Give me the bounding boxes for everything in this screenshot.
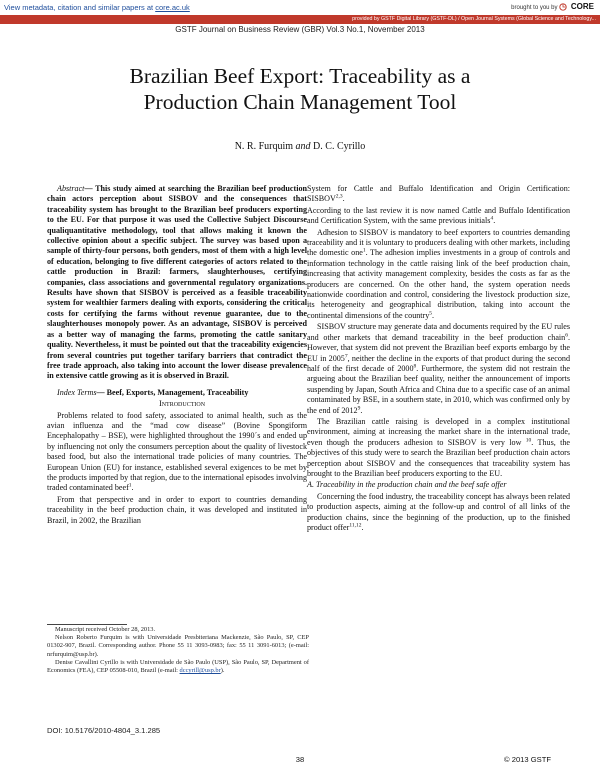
r5-text-b: . Thus, the objectives of this study were to search the Brazilian beef production chain actors perception about SISBOV and the consequences that traceability system has brought to the Brazilian beef producers exporting to the EU. (307, 437, 570, 478)
brought-by-text: brought to you by (511, 5, 558, 11)
right-paragraph-1 (307, 184, 570, 205)
doi: DOI: 10.5176/2010-4804_3.1.285 (47, 726, 161, 735)
subsection-heading: A. Traceability in the production chain and the beef safe offer (307, 480, 507, 490)
author-1: N. R. Furquim (234, 141, 296, 152)
citation-sup: 5 (429, 310, 433, 317)
right-paragraph-5 (307, 417, 570, 479)
authors (0, 141, 600, 152)
left-column (47, 184, 307, 527)
footnote-divider (47, 624, 127, 625)
intro-p1-end: . (131, 483, 134, 493)
citation-sup: 11,12 (349, 522, 362, 529)
citation-sup: 4 (490, 215, 494, 222)
right-paragraph-3 (307, 228, 570, 322)
r6-text: Concerning the food industry, the traceability concept has always been related to production aspects, aiming at the follow-up and control of all links of the production chains, since the beginning of the production, up to the finished product offer (307, 491, 570, 532)
footnotes (47, 626, 309, 675)
index-terms-label: Index Terms (57, 387, 97, 397)
author-and: and (295, 141, 311, 152)
citation-sup: 9 (357, 404, 361, 411)
index-terms (47, 388, 307, 398)
intro-paragraph-1 (47, 411, 307, 494)
email-link[interactable]: dccyrill@usp.br (179, 667, 221, 675)
r2-text: According to the last review it is now named Cattle and Buffalo Identification and Certification System, with the same previous initials (307, 205, 570, 226)
introduction-heading: Introduction (158, 399, 206, 409)
citation-sup: 1 (128, 482, 132, 489)
core-branding[interactable] (511, 2, 594, 11)
citation-sup: 8 (413, 363, 417, 370)
right-paragraph-4 (307, 322, 570, 416)
citation-sup: 10 (525, 437, 532, 444)
abstract-label: Abstract (57, 184, 85, 193)
r4-end: . (360, 405, 363, 415)
r1-text: System for Cattle and Buffalo Identification and Origin Certification: SISBOV (307, 184, 570, 204)
footnote-author-1: Nelson Roberto Furquim is with Universidade Presbiteriana Mackenzie, São Paulo, SP, CEP 01302-907, Brazil. Corresponding author. Phone 55 11 3093-0983; fax: 55 11 3091-6013; (e-mail: nrfurquim@usp.br). (47, 634, 309, 658)
provided-by-text: provided by GSTF Digital Library (GSTF-DL) / Open Journal Systems (Global Science and Technology... (352, 16, 596, 22)
intro-p1-text: Problems related to food safety, associated to animal health, such as the avian influenza and the “mad cow disease” (Bovine Spongiform Encephalopathy – BSE), were highlighted throughout the 1990´s and ended up by influencing not only the consumers perception about the quality of livestock based food, but also the international trade policies of many countries. The European Union (EU) for instance, established several exigences to be met by the products imported by that region, due to the international episodes involving traded contaminated beef (47, 410, 307, 493)
footnote-author-2-end: ). (220, 667, 225, 675)
core-header-bar (0, 0, 600, 14)
paper-title (60, 63, 540, 115)
r1-end: . (342, 194, 345, 204)
intro-paragraph-2: From that perspective and in order to export to countries demanding traceability in the beef production chain, it was developed and instituted in Brazil, in 2002, the Brazilian (47, 494, 307, 525)
r4-text-c: , neither the decline in the exports of that product during the second half of the first decade of 2000 (307, 353, 570, 373)
provided-by-bar[interactable] (0, 15, 600, 24)
core-logo-icon (559, 5, 569, 11)
title-line-2: Production Chain Management Tool (143, 90, 457, 114)
r3-text: Adhesion to SISBOV is mandatory to beef exporters to countries demanding traceability and it is voluntary to producers dealing with other markets, including the domestic one (307, 227, 570, 258)
page-number: 38 (295, 755, 305, 764)
right-column (307, 184, 570, 534)
index-terms-text: — Beef, Exports, Management, Traceability (96, 387, 249, 397)
r3-end: . (432, 310, 435, 320)
right-paragraph-2 (307, 206, 570, 227)
right-paragraph-6 (307, 492, 570, 534)
r4-text-d: . Furthermore, the system did not restrain the argueing about the Brazilian beef quality, neither the announcement of imports suspending by Japan, South Africa and China due to a specific case of an animal contaminated by BSE, in a southern state, in 2010, which was confirmed only by the end of 2012 (307, 363, 570, 415)
r2-end: . (493, 216, 496, 226)
r6-end: . (361, 523, 364, 532)
abstract-text: — This study aimed at searching the Brazilian beef production chain actors perception about SISBOV and the consequences that traceability system has brought to the Brazilian beef producers exporting to the EU. For that purpose it was used the Collective Subject Discourse qualiquantitative methodology, tool that allows making it known the collective opinion about a specific subject. The survey was based upon a sample of thirty-four persons, both genders, most of them with a high level of education, belonging to five different categories of actors related to the cattle production in Brazil: farmers, slaughterhouses, certifying companies, class associations and governmental regulatory organizations. Results have shown that SISBOV is perceived as a feasible traceability system for wealthier farmers dealing with exports, considering the critical costs for certifying the farms without revenue guarantee, due to the slaughterhouses monopoly power. As an advantage, SISBOV is perceived as a better way of managing the farms, promoting the cattle sanitary quality. Nevertheless, it must be pointed out that the traceability exigencies from several countries put together tarifary barriers that contradict the free trade approach, also taking into account the lower disease prevalence in extensive cattle growing as it is observed in Brazil. (47, 184, 307, 381)
r5-text-a: The Brazilian cattle raising is developed in a complex institutional environment, aiming at increasing the market share in the international trade, even though the producers adhesion to SISBOV is very low (307, 416, 570, 447)
citation-sup: 6 (565, 332, 568, 338)
citation-sup: 7 (344, 352, 348, 359)
r3-text-b: . The adhesion implies investments in a group of controls and information technology in the cattle raising link of the beef production chain, increasing that activity management complexity, besides the costs as far as the producers are concerned. On the other hand, the system operation needs nationwide coordination and control, considering the livestock production size, its heterogeneity and geographical distribution, taking into account the continental dimensions of the country (307, 248, 570, 320)
abstract (47, 184, 307, 382)
citation-sup: 2,3 (335, 193, 343, 200)
copyright: © 2013 GSTF (504, 755, 551, 764)
footnote-received: Manuscript received October 28, 2013. (55, 626, 156, 633)
r4-text-a: SISBOV structure may generate data and documents required by the EU rules and other markets that demand traceability in the beef production chain (307, 322, 570, 342)
citation-sup: 1 (362, 247, 366, 254)
core-metadata-link-area (4, 3, 190, 12)
title-line-1: Brazilian Beef Export: Traceability as a (129, 64, 471, 88)
footnote-author-2 (47, 659, 309, 675)
core-metadata-text: View metadata, citation and similar papers at (4, 3, 156, 12)
footnote-author-2-text: Denise Cavallini Cyrillo is with Universidade de São Paulo (USP), São Paulo, SP, Department of Economics (FEA), CEP 05508-010, Brazil (e-mail: (47, 658, 309, 675)
author-2: D. C. Cyrillo (310, 141, 366, 152)
r4-text-b: . However, that system did not prevent the Brazilian beef exports embargo by the EU in 2005 (307, 332, 570, 363)
journal-header: GSTF Journal on Business Review (GBR) Vol.3 No.1, November 2013 (175, 25, 425, 34)
core-link[interactable]: core.ac.uk (155, 3, 190, 12)
core-logo-text: CORE (570, 2, 594, 11)
